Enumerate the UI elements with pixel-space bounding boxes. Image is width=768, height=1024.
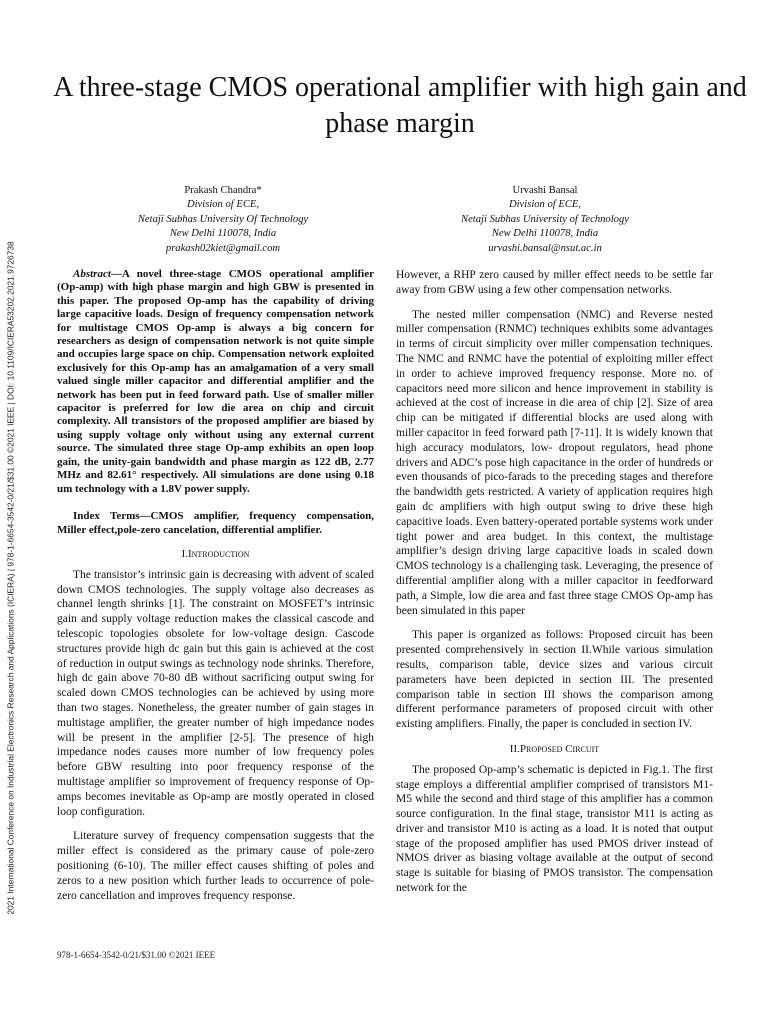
- side-metadata-strip: [2, 188, 20, 968]
- author-block-1: [73, 184, 373, 256]
- index-terms: Index Terms—CMOS amplifier, frequency compensation, Miller effect,pole-zero cancelation, differential amplifier.: [57, 509, 374, 536]
- author-university: Netaji Subhas University Of Technology: [137, 213, 309, 225]
- author-division: Division of ECE,: [508, 199, 582, 211]
- author-division: Division of ECE,: [186, 199, 260, 211]
- section-heading-proposed-circuit: II.Proposed Circuit: [509, 742, 600, 755]
- body-paragraph: The proposed Op-amp’s schematic is depicted in Fig.1. The first stage employs a differential amplifier comprised of transistors M1-M5 while the second and third stage of this amplifier has a common source configuration. In the final stage, transistor M11 is acting as driver and transistor M10 is acting as a load. It is noted that output stage of the proposed amplifier has used PMOS driver instead of NMOS driver as biasing voltage available at the output of second stage is suitable for biasing of PMOS transistor. The compensation network for the: [396, 763, 713, 895]
- author-block-2: [395, 184, 695, 256]
- section-heading-introduction: I.Introduction: [181, 548, 250, 561]
- left-column: [57, 268, 374, 913]
- paper-title: A three-stage CMOS operational amplifier with high gain and phase margin: [53, 72, 747, 139]
- body-paragraph: The transistor’s intrinsic gain is decreasing with advent of scaled down CMOS technologies. The supply voltage also decreases as channel length shrinks [1]. The constraint on MOSFET’s intrinsic gain and supply voltage reduction makes the classical cascode and telescopic topologies obsolete for low-voltage design. Cascode structures provide high dc gain but this gain is achieved at the cost of reduction in output swings as technology node shrinks. Therefore, high dc gain above 70-80 dB without sacrificing output swing for scaled down CMOS technologies can be achieved by using more than two stages. Nonetheless, the greater number of gain stages in multistage amplifier, the greater number of high impedance nodes will be present in the amplifier [2-5]. The presence of high impedance nodes causes more number of low frequency poles before GBW resulting into poor frequency response of the multistage amplifier so improvement of frequency response of Op-amps becomes inevitable as Op-amp are mostly operated in closed loop configuration.: [57, 568, 374, 818]
- author-name: Prakash Chandra*: [184, 185, 262, 196]
- author-email[interactable]: urvashi.bansal@nsut.ac.in: [488, 242, 602, 254]
- body-paragraph: Literature survey of frequency compensation suggests that the miller effect is considered as the primary cause of pole-zero positioning (6-10). The miller effect causes shifting of poles and zeros to a new position which further leads to occurrence of pole-zero cancellation and improves frequency response.: [57, 830, 374, 902]
- author-city: New Delhi 110078, India: [169, 228, 277, 240]
- author-email[interactable]: prakash02kiet@gmail.com: [165, 242, 281, 254]
- body-paragraph: However, a RHP zero caused by miller effect needs to be settle far away from GBW using a few other compensation networks.: [396, 269, 713, 296]
- abstract: [57, 268, 374, 496]
- body-paragraph: The nested miller compensation (NMC) and Reverse nested miller compensation (RNMC) techniques exhibits some advantages in terms of circuit simplicity over miller compensation techniques. The NMC and RNMC have the potential of exploiting miller effect in order to achieve improved frequency response. More no. of capacitors need more silicon and hence improvement in stability is achieved at the cost of increase in die area of chip [2]. Size of area chip can be mitigated if differential blocks are used along with miller capacitor in feed forward path [7-11]. It is widely known that high accuracy modulators, low- dropout regulators, head phone drivers and ADC’s pose high capacitance in the order of hundreds or even thousands of pico-farads to the preceding stages and therefore the bandwidth gets restricted. A variety of application requires high gain dc amplifiers with high output swing to drive these high capacitive loads. Even battery-operated portable systems work under tight power and area budget. In this context, the multistage amplifier’s design driving large capacitive loads in scaled down CMOS technology is a challenging task. Leveraging, the presence of differential amplifier along with a miller capacitor in feedforward path, a Simple, low die area and fast three stage CMOS Op-amp has been simulated in this paper: [396, 308, 713, 617]
- abstract-text: —A novel three-stage CMOS operational amplifier (Op-amp) with high phase margin and high GBW is presented in this paper. The proposed Op-amp has the capability of driving large capacitive loads. Design of frequency compensation network for multistage CMOS Op-amp is always a big concern for researchers as design of compensation network is not quite simple and occupies large space on chip. Compensation network exploited exclusively for this Op-amp has an amalgamation of a very small valued single miller capacitor and differential amplifier and the network has been put in feed forward path. Use of smaller miller capacitor is preferred for low die area on chip and circuit complexity. All transistors of the proposed amplifier are biased by using supply voltage only without using any external current source. The simulated three stage Op-amp exhibits an open loop gain, the unity-gain bandwidth and phase margin as 122 dB, 2.77 MHz and 82.61° respectively. All simulations are done using 0.18 um technology with a 1.8V power supply.: [57, 268, 374, 495]
- abstract-label: Abstract: [73, 268, 111, 280]
- author-city: New Delhi 110078, India: [491, 228, 599, 240]
- author-university: Netaji Subhas University of Technology: [461, 213, 629, 225]
- right-column: [396, 268, 713, 906]
- author-name: Urvashi Bansal: [512, 185, 578, 196]
- body-paragraph: This paper is organized as follows: Proposed circuit has been presented comprehensively in section II.While various simulation results, comparison table, device sizes and various circuit parameters have been depicted in section III. The presented comparison table in section III shows the comparison among different performance parameters of proposed circuit with other existing amplifiers. Finally, the paper is concluded in section IV.: [396, 629, 713, 731]
- page-footer: 978-1-6654-3542-0/21/$31.00 ©2021 IEEE: [57, 950, 216, 960]
- side-metadata-text: 2021 International Conference on Industrial Electronics Research and Applications (ICIERA) | 978-1-6654-3542-0/21/$31.00 ©2021 IEEE | DOI: 10.1109/ICIERA53202.2021.9726738: [6, 241, 17, 915]
